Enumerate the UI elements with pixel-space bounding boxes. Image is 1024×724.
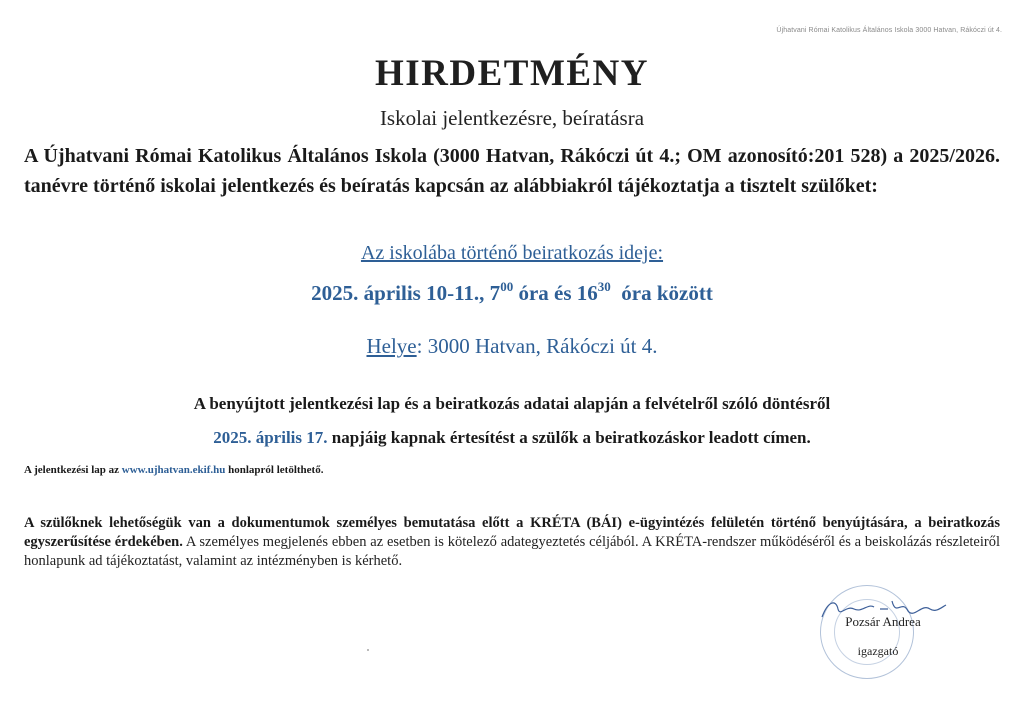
decision-line-1: A benyújtott jelentkezési lap és a beiratkozás adatai alapján a felvételről szóló döntésről bbox=[193, 394, 831, 413]
place-value: : 3000 Hatvan, Rákóczi út 4. bbox=[416, 334, 658, 358]
kreta-rest: A személyes megjelenés ebben az esetben is kötelező adategyeztetés céljából. A KRÉTA-rendszer működéséről és a beiskolázás részleteiről honlapunk ad tájékoztatást, valamint az intézményben is kérhető. bbox=[24, 534, 1000, 569]
decision-deadline: 2025. április 17. bbox=[213, 428, 328, 447]
enrollment-suffix: óra között bbox=[610, 281, 713, 305]
start-minutes: 00 bbox=[500, 279, 514, 294]
page-subtitle: Iskolai jelentkezésre, beíratásra bbox=[379, 106, 645, 130]
website-link[interactable]: www.ujhatvan.ekif.hu bbox=[121, 464, 226, 476]
enrollment-between: óra és 16 bbox=[513, 281, 598, 305]
kreta-bold: A szülőknek lehetőségük van a dokumentumok személyes bemutatása előtt a KRÉTA (BÁI) e-ügyintézés felületén történő benyújtására, a beiratkozás egyszerűsítése érdekében. bbox=[24, 515, 1000, 550]
intro-paragraph: A Újhatvani Római Katolikus Általános Iskola (3000 Hatvan, Rákóczi út 4.; OM azonosító:201 528) a 2025/2026. tanévre történő iskolai jelentkezés és beíratás kapcsán az alábbiakról tájékoztatja a tisztelt szülőket: bbox=[24, 145, 1000, 197]
signer-title: igazgató bbox=[857, 644, 899, 658]
download-note bbox=[24, 464, 323, 476]
header-address: Újhatvani Római Katolikus Általános Iskola 3000 Hatvan, Rákóczi út 4. bbox=[776, 27, 1002, 34]
end-minutes: 30 bbox=[597, 279, 611, 294]
enrollment-time-heading: Az iskolába történő beiratkozás ideje: bbox=[360, 242, 664, 264]
place-label: Helye bbox=[366, 334, 417, 358]
enrollment-time-value bbox=[0, 281, 1024, 306]
page-title: HIRDETMÉNY bbox=[374, 53, 650, 94]
enrollment-date: 2025. április 10-11., 7 bbox=[311, 281, 501, 305]
signer-name: Pozsár Andrea bbox=[845, 614, 921, 629]
signature-block bbox=[800, 585, 950, 685]
enrollment-place bbox=[0, 334, 1024, 359]
scan-speck bbox=[367, 649, 369, 651]
download-prefix: A jelentkezési lap az bbox=[24, 464, 122, 476]
download-suffix: honlapról letölthető. bbox=[225, 464, 324, 476]
decision-line-2 bbox=[0, 428, 1024, 448]
kreta-paragraph bbox=[24, 514, 1000, 571]
decision-rest: napjáig kapnak értesítést a szülők a beiratkozáskor leadott címen. bbox=[327, 428, 811, 447]
